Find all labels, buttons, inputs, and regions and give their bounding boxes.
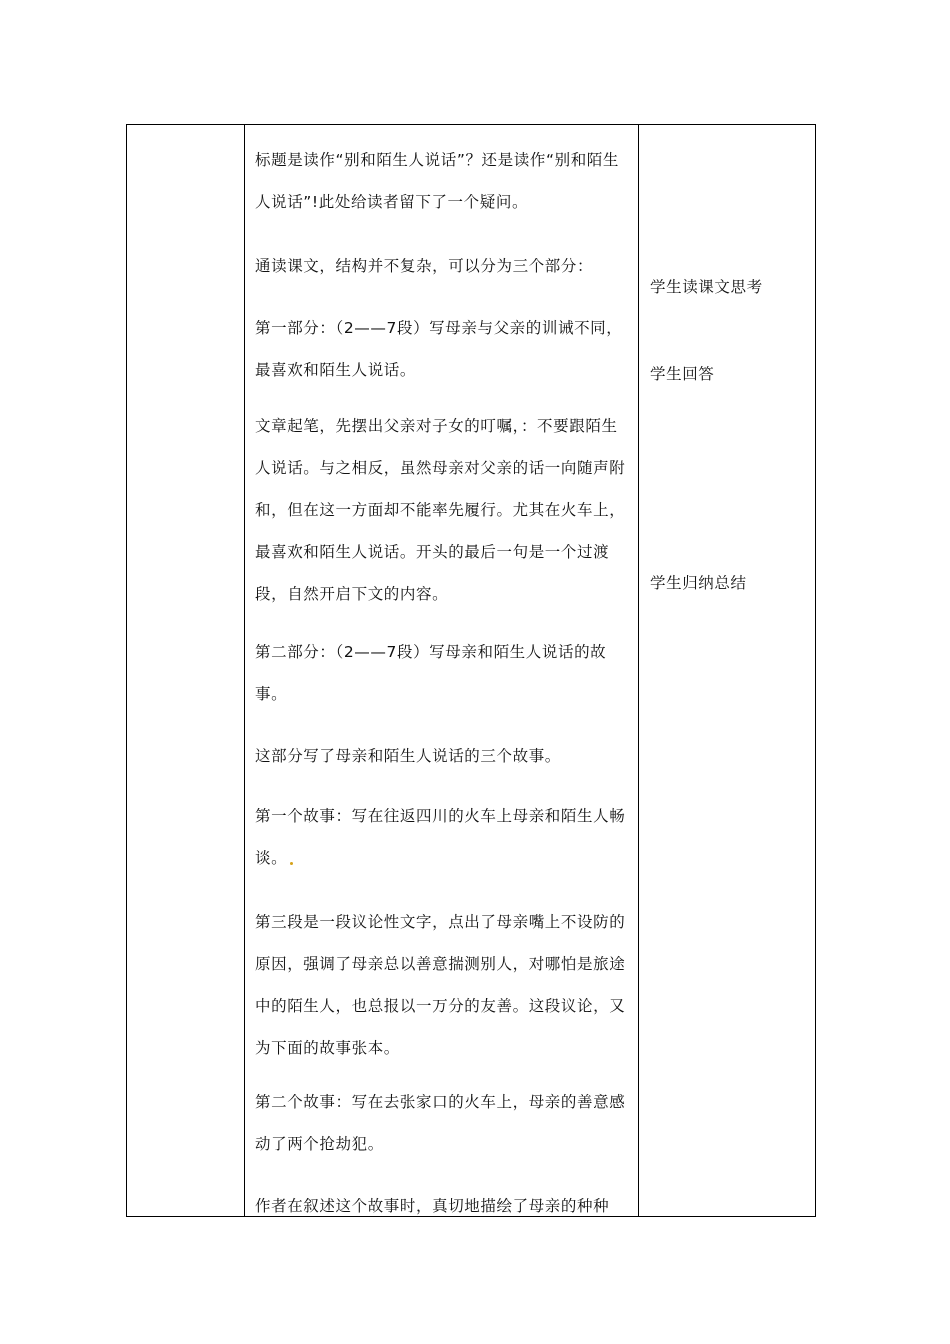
content-paragraph: 第二部分：（2——7段）写母亲和陌生人说话的故事。 bbox=[255, 643, 607, 703]
content-paragraph: 第二个故事：写在去张家口的火车上，母亲的善意感动了两个抢劫犯。 bbox=[255, 1093, 626, 1153]
content-paragraph: 文章起笔，先摆出父亲对子女的叮嘱，：不要跟陌生人说话。与之相反，虽然母亲对父亲的话一向随声附和，但在这一方面却不能率先履行。尤其在火车上，最喜欢和陌生人说话。开头的最后一句是一个过渡段，自然开启下文的内容。 bbox=[255, 417, 626, 603]
content-paragraph: 标题是读作“别和陌生人说话”？还是读作“别和陌生人说话”!此处给读者留下了一个疑问。 bbox=[255, 151, 619, 211]
content-paragraph: 通读课文，结构并不复杂，可以分为三个部分： bbox=[255, 257, 594, 275]
column-divider-right bbox=[638, 125, 639, 1216]
content-paragraph: 第三段是一段议论性文字，点出了母亲嘴上不设防的原因，强调了母亲总以善意揣测别人，对哪怕是旅途中的陌生人，也总报以一万分的友善。这段议论，又为下面的故事张本。 bbox=[255, 913, 626, 1057]
column-divider-left bbox=[244, 125, 245, 1216]
highlight-mark bbox=[290, 862, 293, 865]
lesson-plan-table bbox=[126, 124, 816, 1217]
student-activity-note: 学生读课文思考 bbox=[650, 278, 763, 296]
content-paragraph: 第一部分：（2——7段）写母亲与父亲的训诫不同，最喜欢和陌生人说话。 bbox=[255, 319, 623, 379]
student-activity-note: 学生归纳总结 bbox=[650, 574, 747, 592]
student-activity-note: 学生回答 bbox=[650, 365, 715, 383]
content-paragraph bbox=[255, 795, 633, 879]
content-paragraph: 作者在叙述这个故事时，真切地描绘了母亲的种种 bbox=[255, 1197, 610, 1215]
content-paragraph-text: 第一个故事：写在往返四川的火车上母亲和陌生人畅谈。 bbox=[255, 807, 626, 867]
content-paragraph: 这部分写了母亲和陌生人说话的三个故事。 bbox=[255, 747, 561, 765]
